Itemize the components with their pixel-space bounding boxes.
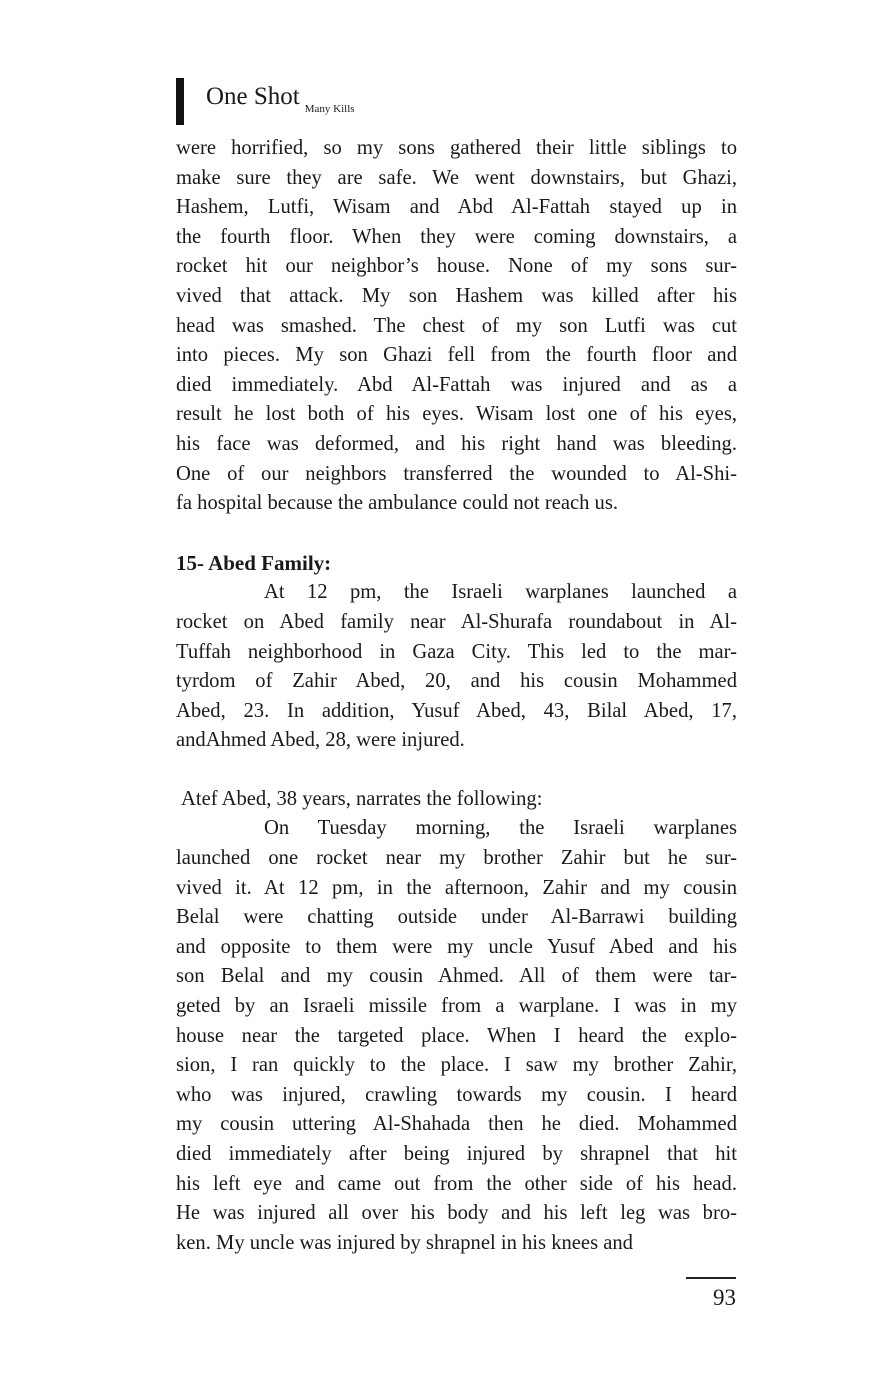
text-line: tyrdom of Zahir Abed, 20, and his cousin Mohammed [176,670,737,693]
text-line: andAhmed Abed, 28, were injured. [176,729,465,752]
text-line: the fourth floor. When they were coming downstairs, a [176,225,737,248]
text-line: my cousin uttering Al-Shahada then he died. Mohammed [176,1113,737,1136]
text-line: and opposite to them were my uncle Yusuf Abed and his [176,935,737,958]
text-line: his face was deformed, and his right hand was bleeding. [176,432,737,455]
text-line: son Belal and my cousin Ahmed. All of them were tar- [176,965,737,988]
text-line: vived that attack. My son Hashem was killed after his [176,284,737,307]
spacer [176,756,737,785]
running-header [206,83,355,115]
text-line: One of our neighbors transferred the wounded to Al-Shi- [176,462,737,485]
text-line: Belal were chatting outside under Al-Barrawi building [176,906,737,929]
attribution-line: Atef Abed, 38 years, narrates the following: [181,787,543,810]
running-header-subtitle: Many Kills [304,103,355,115]
text-line: into pieces. My son Ghazi fell from the fourth floor and [176,344,737,367]
body-text [176,134,737,1258]
spacer [176,519,737,549]
text-line: At 12 pm, the Israeli warplanes launched a [264,581,737,604]
text-line: result he lost both of his eyes. Wisam lost one of his eyes, [176,403,737,426]
text-line: his left eye and came out from the other side of his head. [176,1172,737,1195]
text-line: who was injured, crawling towards my cousin. I heard [176,1083,737,1106]
paragraph-testimony [176,814,737,1258]
text-line: head was smashed. The chest of my son Lutfi was cut [176,314,737,337]
paragraph-abed-family [176,578,737,756]
page-number: 93 [713,1285,736,1310]
text-line: geted by an Israeli missile from a warplane. I was in my [176,995,737,1018]
section-heading: 15- Abed Family: [176,550,332,575]
page-number-rule [686,1277,736,1279]
text-line: ken. My uncle was injured by shrapnel in his knees and [176,1231,633,1254]
header-bar-mark [176,78,184,125]
text-line: launched one rocket near my brother Zahir but he sur- [176,847,737,870]
text-line: On Tuesday morning, the Israeli warplanes [264,817,737,840]
text-line: vived it. At 12 pm, in the afternoon, Zahir and my cousin [176,876,737,899]
running-header-title: One Shot [206,83,300,110]
text-line: Tuffah neighborhood in Gaza City. This led to the mar- [176,640,737,663]
text-line: died immediately. Abd Al-Fattah was injured and as a [176,373,737,396]
text-line: make sure they are safe. We went downstairs, but Ghazi, [176,166,737,189]
text-line: sion, I ran quickly to the place. I saw my brother Zahir, [176,1054,737,1077]
text-line: were horrified, so my sons gathered their little siblings to [176,137,737,159]
text-line: died immediately after being injured by shrapnel that hit [176,1143,737,1165]
text-line: rocket on Abed family near Al-Shurafa roundabout in Al- [176,610,737,633]
text-line: fa hospital because the ambulance could not reach us. [176,492,619,515]
text-line: He was injured all over his body and his left leg was bro- [176,1202,737,1225]
text-line: Abed, 23. In addition, Yusuf Abed, 43, Bilal Abed, 17, [176,699,737,722]
paragraph-continuation [176,134,737,519]
text-line: Hashem, Lutfi, Wisam and Abd Al-Fattah stayed up in [176,196,737,219]
text-line: house near the targeted place. When I heard the explo- [176,1024,737,1047]
text-line: rocket hit our neighbor’s house. None of my sons sur- [176,255,737,278]
